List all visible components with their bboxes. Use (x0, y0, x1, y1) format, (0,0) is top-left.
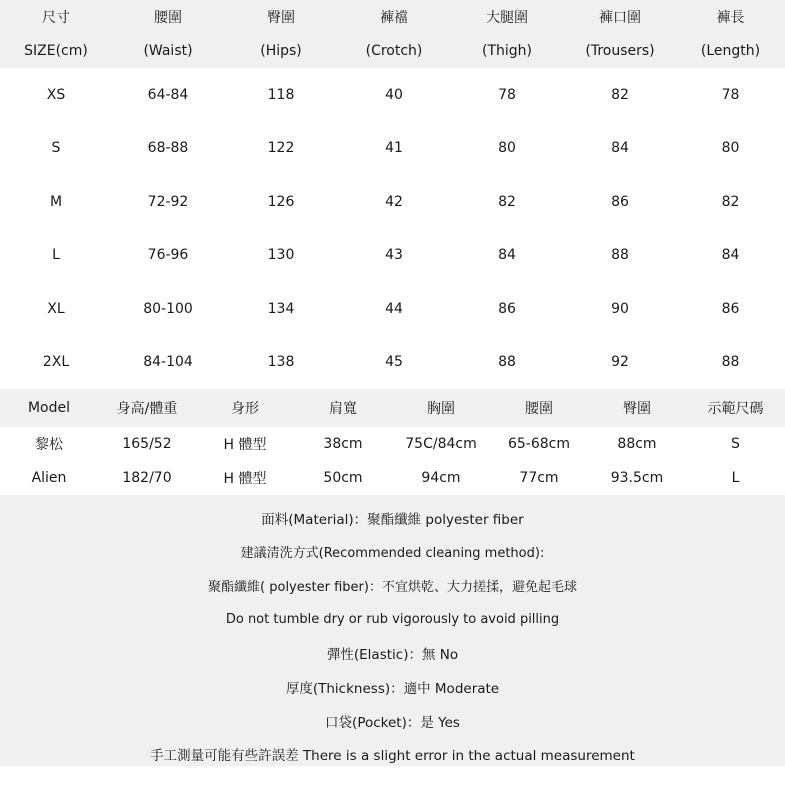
model-name-cell: 黎松 (35, 437, 63, 453)
model-table (0, 389, 785, 495)
thigh-cell: 84 (498, 247, 516, 264)
header-hips-en: (Hips) (260, 43, 302, 59)
waist-cell: 77cm (519, 470, 559, 486)
body-shape-cell: H 體型 (223, 437, 267, 453)
bottom-margin (0, 766, 785, 803)
model-table-header (0, 389, 785, 427)
table-row (0, 122, 785, 176)
length-cell: 78 (721, 86, 740, 103)
crotch-cell: 41 (385, 140, 403, 157)
cleaning-en-line: Do not tumble dry or rub vigorously to avoid pilling (225, 611, 560, 627)
hips-cell: 88cm (617, 436, 657, 452)
header-size-zh: 尺寸 (42, 10, 70, 26)
pocket-line: 口袋(Pocket)：是 Yes (325, 714, 460, 731)
elastic-line: 彈性(Elastic)：無 No (326, 647, 459, 664)
table-row (0, 282, 785, 336)
size-table (0, 0, 785, 389)
size-cell: XL (47, 300, 65, 317)
height-weight-cell: 165/52 (122, 436, 172, 452)
size-cell: L (52, 247, 60, 264)
length-cell: 82 (721, 193, 740, 210)
trousers-cell: 88 (611, 247, 629, 264)
crotch-cell: 43 (385, 247, 403, 264)
trousers-cell: 90 (611, 300, 629, 317)
waist-cell: 64-84 (147, 86, 189, 103)
waist-cell: 68-88 (147, 140, 189, 157)
hips-cell: 118 (267, 86, 295, 103)
header-thigh-en: (Thigh) (482, 43, 532, 59)
header-height-weight: 身高/體重 (116, 401, 178, 417)
header-trousers-zh: 褲口圍 (599, 10, 641, 26)
trousers-cell: 82 (611, 86, 629, 103)
header-row-chinese (0, 0, 785, 34)
waist-cell: 76-96 (147, 247, 189, 264)
header-body-shape: 身形 (231, 401, 259, 417)
header-crotch-en: (Crotch) (365, 43, 423, 59)
cleaning-zh-line: 聚酯纖維( polyester fiber)：不宜烘乾、大力搓揉，避免起毛球 (208, 579, 577, 595)
shoulder-cell: 50cm (323, 470, 363, 486)
header-size-en: SIZE(cm) (24, 43, 88, 59)
shoulder-cell: 38cm (323, 436, 363, 452)
header-hips-zh: 臀圍 (267, 10, 295, 26)
height-weight-cell: 182/70 (122, 470, 172, 486)
table-row (0, 229, 785, 283)
table-row (0, 427, 785, 461)
length-cell: 86 (721, 300, 740, 317)
crotch-cell: 42 (385, 193, 403, 210)
thigh-cell: 82 (498, 193, 516, 210)
header-shoulder: 肩寬 (329, 401, 357, 417)
crotch-cell: 44 (385, 300, 403, 317)
length-cell: 88 (721, 354, 740, 371)
table-row (0, 68, 785, 122)
header-thigh-zh: 大腿圍 (486, 10, 528, 26)
header-crotch-zh: 褲襠 (380, 10, 408, 26)
thigh-cell: 88 (498, 354, 516, 371)
model-table-body (0, 427, 785, 495)
size-table-body (0, 68, 785, 389)
header-length-zh: 褲長 (716, 10, 745, 26)
waist-cell: 80-100 (143, 300, 193, 317)
size-cell: S (51, 140, 61, 157)
thigh-cell: 86 (498, 300, 516, 317)
trousers-cell: 92 (611, 354, 629, 371)
model-name-cell: Alien (31, 470, 67, 486)
chest-cell: 75C/84cm (405, 436, 477, 452)
trousers-cell: 84 (611, 140, 629, 157)
measurement-error-note: 手工測量可能有些許誤差 There is a slight error in the actual measurement (150, 748, 635, 765)
thickness-line: 厚度(Thickness)：適中 Moderate (285, 680, 500, 697)
waist-cell: 84-104 (143, 354, 193, 371)
hips-cell: 134 (267, 300, 295, 317)
hips-cell: 122 (267, 140, 295, 157)
demo-size-cell: S (731, 436, 740, 452)
hips-cell: 126 (267, 193, 295, 210)
table-row (0, 461, 785, 495)
waist-cell: 65-68cm (507, 436, 570, 452)
header-waist: 腰圍 (525, 401, 553, 417)
header-waist-en: (Waist) (143, 43, 193, 59)
waist-cell: 72-92 (147, 193, 189, 210)
hips-cell: 93.5cm (610, 470, 664, 486)
cleaning-title-line: 建議清洗方式(Recommended cleaning method): (240, 546, 545, 562)
header-length-en: (Length) (700, 43, 761, 59)
size-cell: M (49, 193, 63, 210)
material-line: 面料(Material)：聚酯纖維 polyester fiber (261, 511, 524, 528)
header-demo-size: 示範尺碼 (707, 401, 764, 417)
table-row (0, 175, 785, 229)
header-trousers-en: (Trousers) (585, 43, 655, 59)
header-row-english (0, 34, 785, 68)
length-cell: 80 (721, 140, 740, 157)
size-cell: XS (46, 86, 66, 103)
header-hips: 臀圍 (623, 401, 651, 417)
header-chest: 胸圍 (427, 401, 455, 417)
trousers-cell: 86 (611, 193, 629, 210)
crotch-cell: 45 (385, 354, 403, 371)
thigh-cell: 78 (498, 86, 516, 103)
model-header-row (0, 389, 785, 427)
crotch-cell: 40 (385, 86, 403, 103)
chest-cell: 94cm (421, 470, 461, 486)
thigh-cell: 80 (498, 140, 516, 157)
header-waist-zh: 腰圍 (154, 10, 182, 26)
header-model: Model (27, 400, 71, 416)
body-shape-cell: H 體型 (223, 471, 267, 487)
hips-cell: 130 (267, 247, 295, 264)
size-cell: 2XL (42, 354, 70, 371)
length-cell: 84 (721, 247, 740, 264)
product-info-panel (0, 495, 785, 766)
table-row (0, 336, 785, 390)
hips-cell: 138 (267, 354, 295, 371)
size-table-header (0, 0, 785, 68)
demo-size-cell: L (731, 470, 740, 486)
